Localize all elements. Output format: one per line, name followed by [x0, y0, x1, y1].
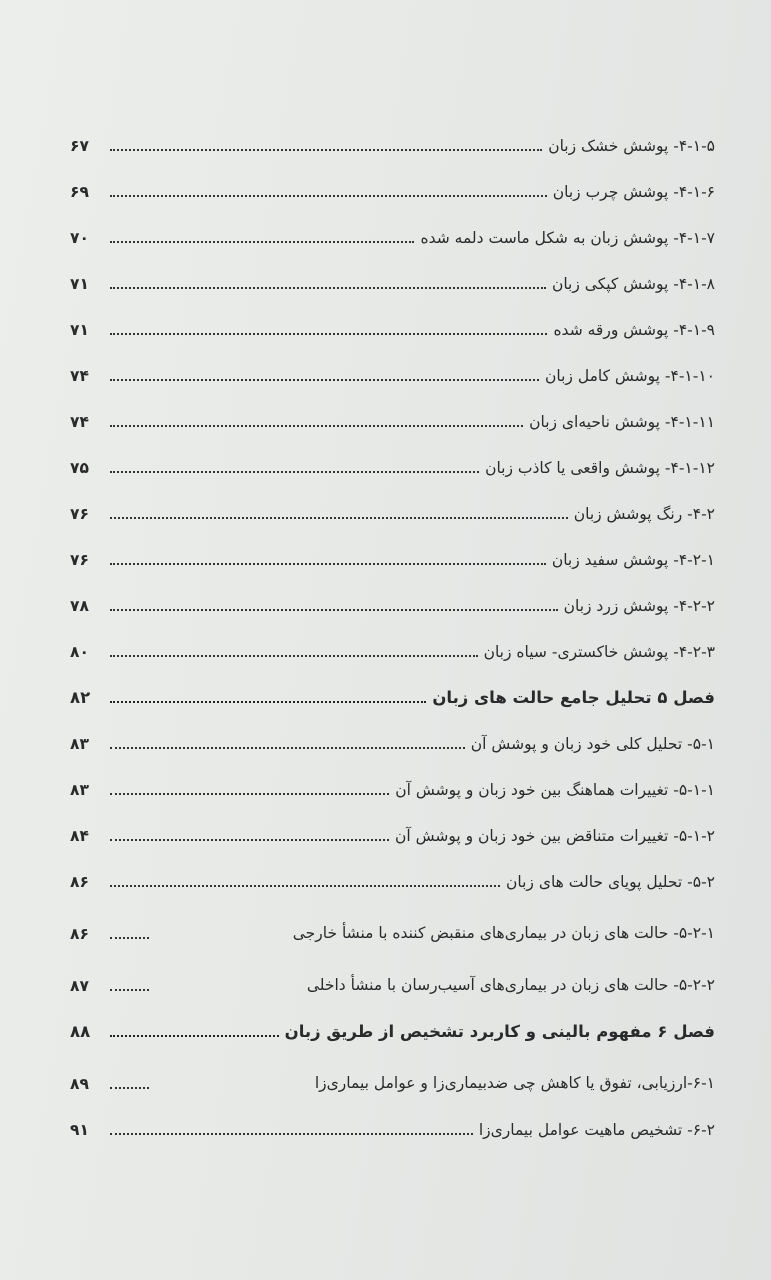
toc-entry-title: فصل ۶ مفهوم بالینی و کاربرد تشخیص از طریق زبان — [284, 1022, 715, 1042]
toc-page-number: ۷۴ — [70, 367, 89, 386]
toc-entry-title: ۴-۱-۵- پوشش خشک زبان — [548, 137, 715, 156]
toc-page-number: ۷۰ — [70, 229, 89, 248]
dot-leader — [110, 425, 523, 427]
toc-page-number: ۸۶ — [70, 925, 89, 944]
dot-leader — [110, 1087, 149, 1089]
toc-entry-title: ۴-۱-۷- پوشش زبان به شکل ماست دلمه شده — [420, 229, 715, 248]
toc-entry-title: ۴-۱-۹- پوشش ورقه شده — [553, 321, 715, 340]
dot-leader — [110, 989, 149, 991]
dot-leader — [110, 379, 539, 381]
toc-page-number: ۸۴ — [70, 827, 89, 846]
toc-entry — [70, 570, 715, 616]
toc-entry — [70, 800, 715, 846]
table-of-contents — [70, 110, 715, 1140]
toc-entry-title: ۴-۱-۱۱- پوشش ناحیه‌ای زبان — [529, 413, 715, 432]
toc-entry-title: ۴-۲-۱- پوشش سفید زبان — [551, 551, 715, 570]
toc-page-number: ۸۸ — [70, 1022, 91, 1042]
toc-entry-title: ۵-۲-۲- حالت‌ های زبان در بیماری‌های آسیب‌رسان با منشأ داخلی — [306, 975, 715, 994]
toc-entry — [70, 202, 715, 248]
dot-leader — [110, 1035, 279, 1037]
toc-entry — [70, 432, 715, 478]
toc-page-number: ۷۱ — [70, 321, 89, 340]
dot-leader — [110, 839, 389, 841]
toc-page-number: ۹۱ — [70, 1121, 89, 1140]
toc-entry — [70, 846, 715, 892]
toc-entry — [70, 478, 715, 524]
toc-entry-title: فصل ۵ تحلیل جامع حالت‌ های زبان — [432, 688, 715, 708]
toc-entry — [70, 708, 715, 754]
dot-leader — [110, 747, 465, 749]
toc-entry — [70, 754, 715, 800]
dot-leader — [110, 241, 414, 243]
toc-entry — [70, 892, 715, 944]
toc-entry-title: ۵-۲-۱- حالت‌ های زبان در بیماری‌های منقبض کننده با منشأ خارجی — [292, 923, 715, 942]
toc-entry — [70, 1042, 715, 1094]
dot-leader — [110, 563, 546, 565]
toc-page-number: ۸۲ — [70, 688, 91, 708]
toc-page-number: ۶۹ — [70, 183, 89, 202]
dot-leader — [110, 937, 149, 939]
toc-entry-title: ۴-۱-۸- پوشش کپکی زبان — [551, 275, 715, 294]
toc-page-number: ۷۱ — [70, 275, 89, 294]
toc-entry-title: ۵-۱-۱- تغییرات هماهنگ بین خود زبان و پوشش آن — [395, 781, 715, 800]
toc-page-number: ۸۳ — [70, 735, 89, 754]
toc-entry-title: ۵-۱- تحلیل کلی خود زبان و پوشش آن — [470, 735, 715, 754]
toc-entry-title: ۴-۲-۲- پوشش زرد زبان — [563, 597, 715, 616]
dot-leader — [110, 149, 542, 151]
toc-entry-title: ۶-۲- تشخیص ماهیت عوامل بیماری‌زا — [478, 1121, 715, 1140]
toc-page-number: ۶۷ — [70, 137, 89, 156]
toc-entry — [70, 944, 715, 996]
dot-leader — [110, 333, 547, 335]
toc-entry-title: ۴-۱-۱۰- پوشش کامل زبان — [545, 367, 715, 386]
toc-page-number: ۷۴ — [70, 413, 89, 432]
toc-entry-title: ۶-۱-ارزیابی، تفوق یا کاهش چی ضدبیماری‌زا و عوامل بیماری‌زا — [314, 1073, 715, 1092]
toc-page-number: ۸۹ — [70, 1075, 89, 1094]
toc-entry — [70, 1094, 715, 1140]
dot-leader — [110, 195, 547, 197]
toc-chapter-entry — [70, 996, 715, 1042]
toc-entry — [70, 524, 715, 570]
toc-chapter-entry — [70, 662, 715, 708]
toc-entry — [70, 156, 715, 202]
toc-page-number: ۷۵ — [70, 459, 89, 478]
dot-leader — [110, 793, 389, 795]
toc-page-number: ۷۶ — [70, 505, 89, 524]
toc-entry-title: ۵-۱-۲- تغییرات متناقض بین خود زبان و پوشش آن — [395, 827, 715, 846]
dot-leader — [110, 701, 426, 703]
toc-entry-title: ۵-۲- تحلیل پویای حالت‌ های زبان — [505, 873, 715, 892]
dot-leader — [110, 1133, 473, 1135]
dot-leader — [110, 287, 546, 289]
dot-leader — [110, 609, 558, 611]
toc-entry — [70, 294, 715, 340]
toc-page-number: ۸۶ — [70, 873, 89, 892]
toc-page-number: ۸۳ — [70, 781, 89, 800]
toc-entry-title: ۴-۲- رنگ پوشش زبان — [573, 505, 715, 524]
toc-entry-title: ۴-۲-۳- پوشش خاکستری- سیاه زبان — [483, 643, 715, 662]
dot-leader — [110, 655, 478, 657]
toc-entry — [70, 110, 715, 156]
toc-entry — [70, 340, 715, 386]
toc-entry — [70, 616, 715, 662]
dot-leader — [110, 471, 479, 473]
toc-entry-title: ۴-۱-۱۲- پوشش واقعی یا کاذب زبان — [485, 459, 715, 478]
toc-entry — [70, 386, 715, 432]
dot-leader — [110, 517, 568, 519]
toc-page-number: ۸۷ — [70, 977, 89, 996]
toc-entry-title: ۴-۱-۶- پوشش چرب زبان — [552, 183, 715, 202]
toc-entry — [70, 248, 715, 294]
toc-page-number: ۷۶ — [70, 551, 89, 570]
toc-page-number: ۷۸ — [70, 597, 89, 616]
toc-page-number: ۸۰ — [70, 643, 89, 662]
dot-leader — [110, 885, 500, 887]
